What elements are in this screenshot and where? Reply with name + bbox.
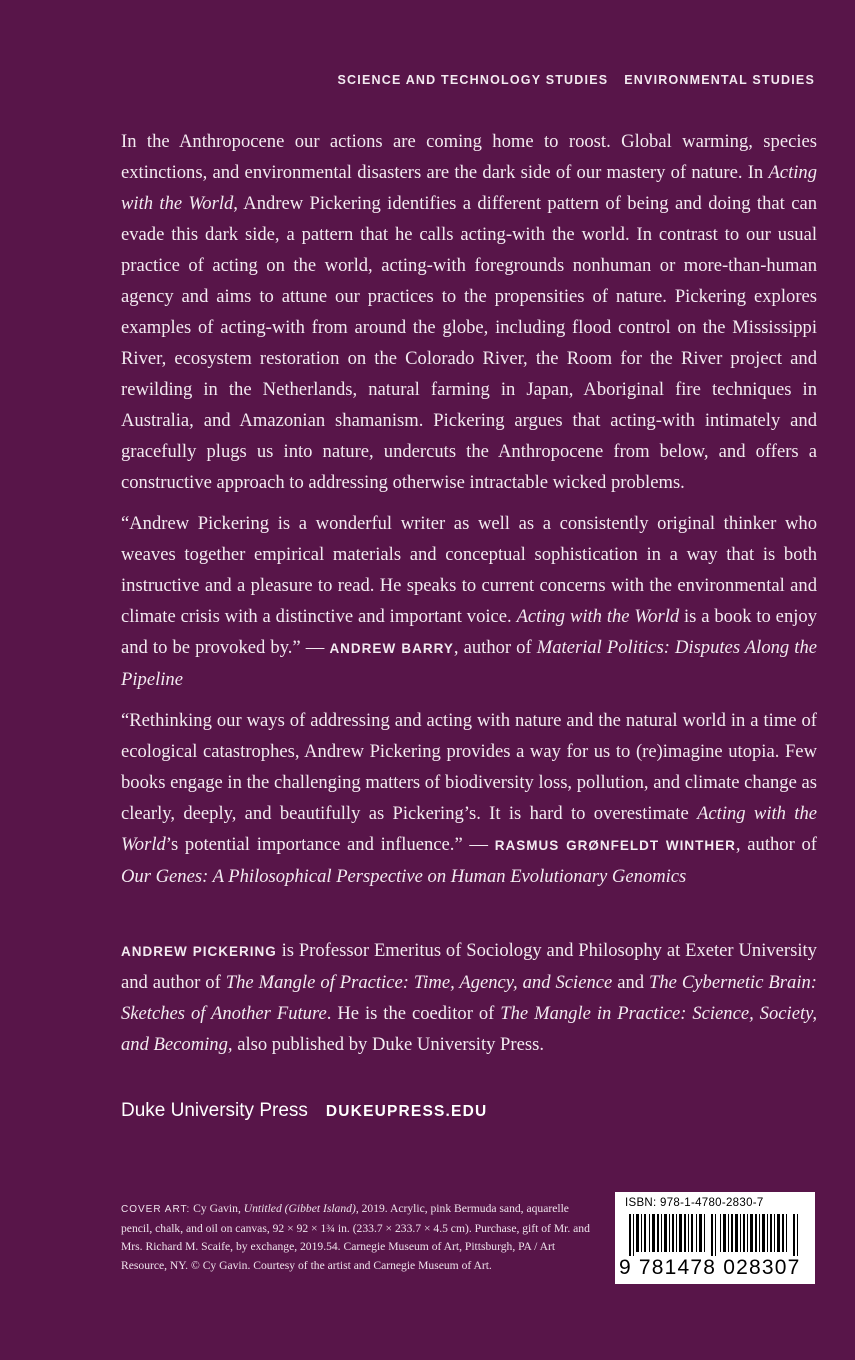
blurb2-author-book: Our Genes: A Philosophical Perspective on Human Evolutionary Genomics	[121, 866, 687, 887]
blurb1-author: ANDREW BARRY	[329, 641, 454, 656]
description-text-1: In the Anthropocene our actions are coming home to roost. Global warming, species extinctions, and environmental disasters are the dark side of our mastery of nature. In	[121, 131, 817, 183]
cover-art-label: COVER ART:	[121, 1204, 191, 1215]
barcode-bars-icon	[623, 1214, 807, 1256]
barcode-digits: 9 781478 028307	[619, 1256, 801, 1279]
blurb2-author: RASMUS GRØNFELDT WINTHER	[494, 838, 736, 853]
isbn-label: ISBN: 978-1-4780-2830-7	[625, 1197, 764, 1209]
cover-art-credit	[121, 1200, 603, 1275]
bio-text-1: is Professor Emeritus of Sociology and Philosophy at Exeter University and author of	[121, 940, 817, 993]
blurb1-text-2: is a book to enjoy and to be provoked by.” —	[121, 606, 817, 658]
bio-text-3: also published by Duke University Press.	[232, 1034, 544, 1055]
cover-credit-text-1: Cy Gavin,	[190, 1202, 244, 1215]
category-environmental: ENVIRONMENTAL STUDIES	[624, 73, 815, 87]
blurb-andrew-barry	[121, 508, 817, 695]
blurb1-text-1: “Andrew Pickering is a wonderful writer as well as a consistently original thinker who weaves together empirical materials and conceptual sophistication in a way that is both instructive and a pleasure to read. He speaks to current concerns with the environmental and climate crisis with a distinctive and important voice.	[121, 513, 817, 627]
blurb2-author-of: , author of	[735, 834, 817, 855]
blurb-rasmus-winther	[121, 705, 817, 892]
cover-artwork-title: Untitled (Gibbet Island)	[243, 1202, 356, 1215]
bio-text-2: . He is the coeditor of	[326, 1003, 501, 1024]
author-bio	[121, 935, 817, 1060]
category-science-technology: SCIENCE AND TECHNOLOGY STUDIES	[337, 73, 609, 87]
subject-categories	[338, 73, 815, 87]
book-description	[121, 126, 817, 498]
cover-credit-text-2: , 2019. Acrylic, pink Bermuda sand, aquarelle pencil, chalk, and oil on canvas, 92 × 92 × 1¾ in. (233.7 × 233.7 × 4.5 cm). Purchase, gift of Mr. and Mrs. Richard M. Scaife, by exchange, 2019.54. Carnegie Museum of Art, Pittsburgh, PA / Art Resource, NY. © Cy Gavin. Courtesy of the artist and Carnegie Museum of Art.	[121, 1202, 590, 1272]
description-book-title: Acting with the World	[121, 162, 817, 214]
bio-and: and	[612, 972, 650, 993]
isbn-barcode	[615, 1192, 815, 1284]
blurb2-text-1: “Rethinking our ways of addressing and acting with nature and the natural world in a time of ecological catastrophes, Andrew Pickering provides a way for us to (re)imagine utopia. Few books engage in the challenging matters of biodiversity loss, pollution, and climate change as clearly, deeply, and beautifully as Pickering’s. It is hard to overestimate	[121, 710, 817, 824]
blurb2-book-title: Acting with the World	[121, 803, 817, 855]
blurb1-author-book: Material Politics: Disputes Along the Pipeline	[121, 637, 817, 690]
blurb2-text-2: ’s potential importance and influence.” —	[165, 834, 495, 855]
blurb1-author-of: , author of	[453, 637, 537, 658]
publisher-name: Duke University Press	[121, 1100, 308, 1121]
description-text-2: , Andrew Pickering identifies a different pattern of being and doing that can evade this dark side, a pattern that he calls acting-with the world. In contrast to our usual practice of acting on the world, acting-with foregrounds nonhuman or more-than-human agency and aims to attune our practices to the propensities of nature. Pickering explores examples of acting-with from around the globe, including flood control on the Mississippi River, ecosystem restoration on the Colorado River, the Room for the River project and rewilding in the Netherlands, natural farming in Japan, Aboriginal fire techniques in Australia, and Amazonian shamanism. Pickering argues that acting-with intimately and gracefully plugs us into nature, undercuts the Anthropocene from below, and offers a constructive approach to addressing otherwise intractable wicked problems.	[121, 193, 817, 493]
publisher-line	[121, 1100, 487, 1122]
bio-book-2: The Cybernetic Brain: Sketches of Another Future	[121, 972, 817, 1024]
bio-author-name: ANDREW PICKERING	[121, 944, 277, 959]
bio-book-3: The Mangle in Practice: Science, Society, and Becoming,	[121, 1003, 817, 1055]
blurb1-book-title: Acting with the World	[516, 606, 680, 627]
publisher-url[interactable]: DUKEUPRESS.EDU	[325, 1103, 488, 1120]
bio-book-1: The Mangle of Practice: Time, Agency, and Science	[225, 972, 613, 993]
